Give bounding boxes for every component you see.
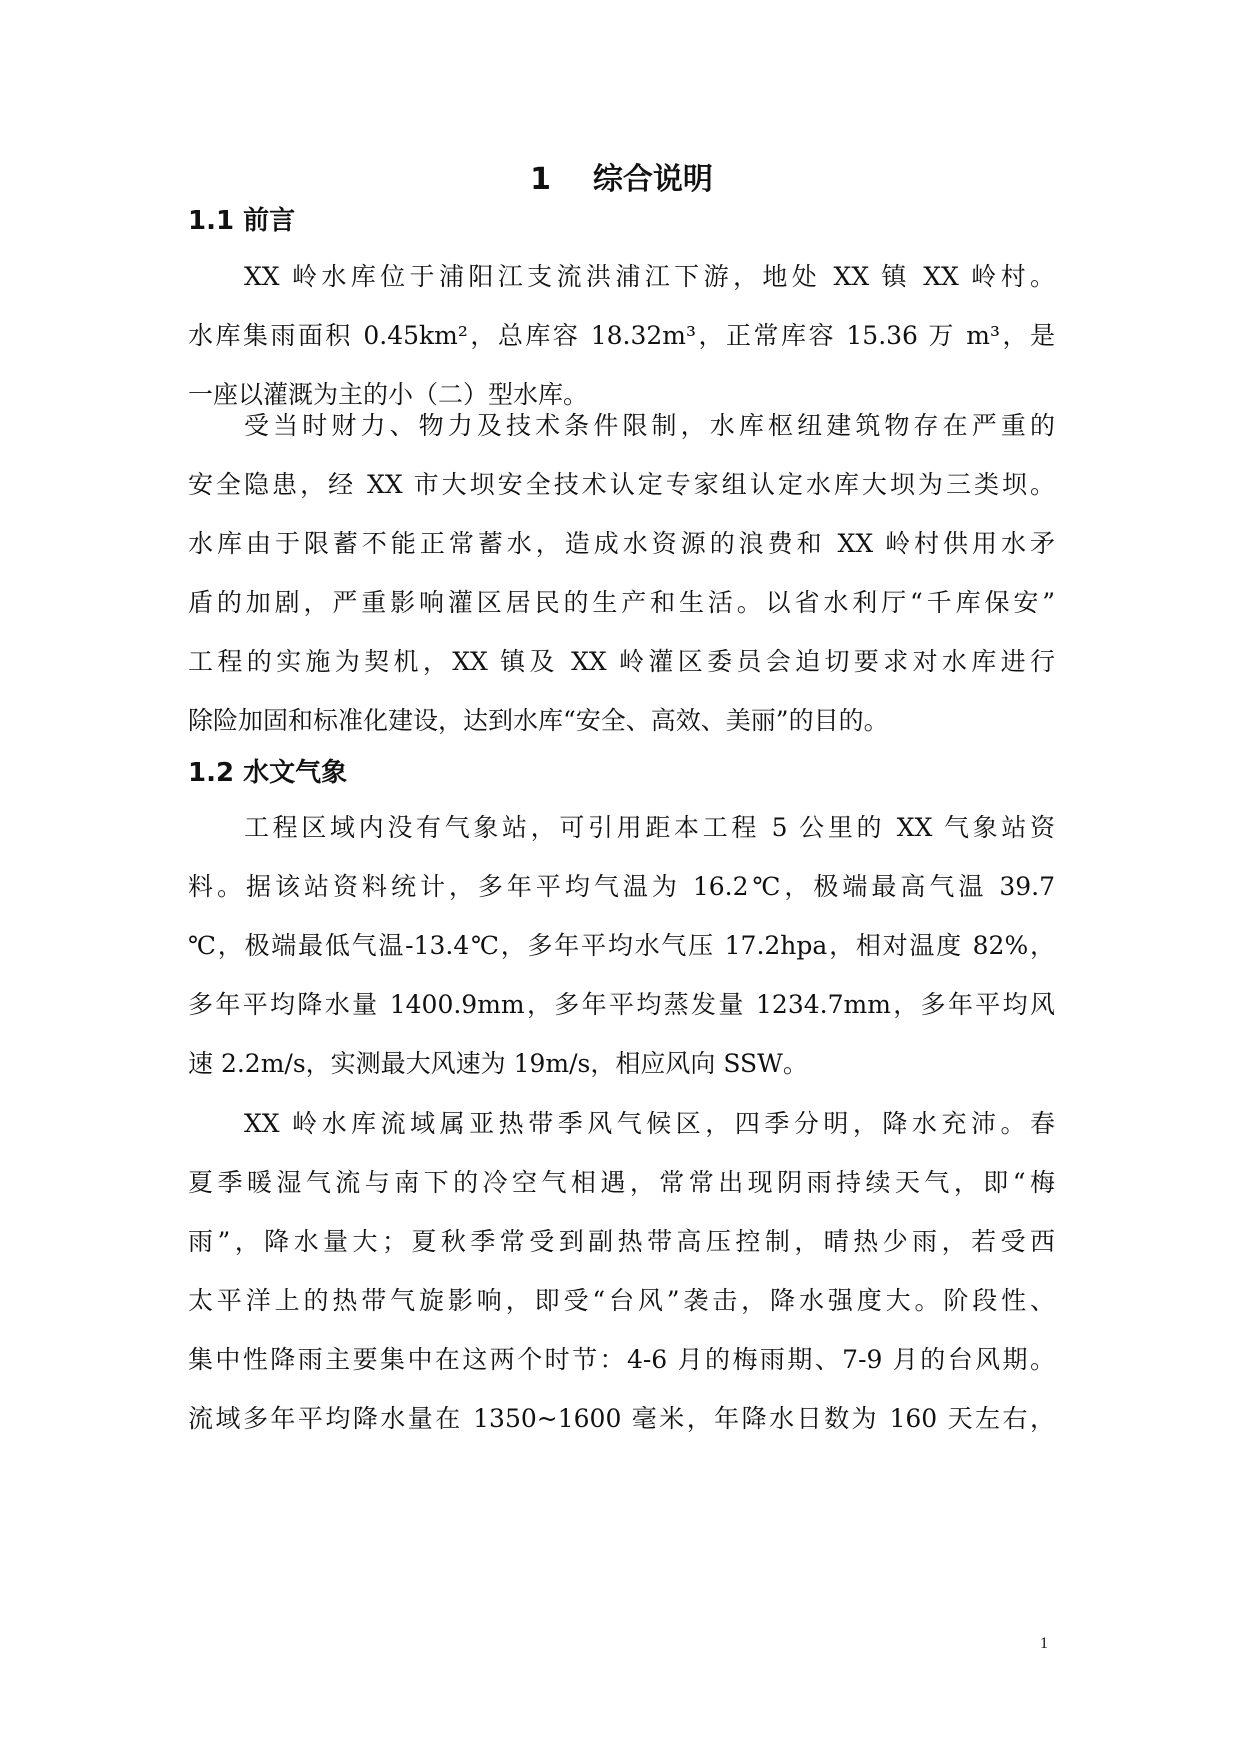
paragraph-line: 一座以灌溉为主的小（二）型水库。 <box>188 380 589 409</box>
document-page <box>188 0 1055 1754</box>
paragraph-line: XX 岭水库位于浦阳江支流洪浦江下游，地处 XX 镇 XX 岭村。 <box>244 262 1055 291</box>
paragraph-line: 受当时财力、物力及技术条件限制，水库枢纽建筑物存在严重的 <box>244 411 1055 440</box>
paragraph-line: 安全隐患，经 XX 市大坝安全技术认定专家组认定水库大坝为三类坝。 <box>188 470 1055 499</box>
page-number: 1 <box>1040 1635 1048 1652</box>
paragraph-line: ℃，极端最低气温-13.4℃，多年平均水气压 17.2hpa，相对温度 82%， <box>188 931 1055 960</box>
paragraph-line: 多年平均降水量 1400.9mm，多年平均蒸发量 1234.7mm，多年平均风 <box>188 990 1055 1019</box>
paragraph-line: 雨”，降水量大；夏秋季常受到副热带高压控制，晴热少雨，若受西 <box>188 1227 1055 1256</box>
paragraph-line: 料。据该站资料统计，多年平均气温为 16.2℃，极端最高气温 39.7 <box>188 872 1055 901</box>
paragraph-1-2-a <box>188 798 1055 1093</box>
section-heading-1-2: 1.2 水文气象 <box>188 758 348 788</box>
section-heading-1-1: 1.1 前言 <box>188 206 296 236</box>
paragraph-line: 盾的加剧，严重影响灌区居民的生产和生活。以省水利厅“千库保安” <box>188 588 1055 617</box>
paragraph-line: 流域多年平均降水量在 1350~1600 毫米，年降水日数为 160 天左右， <box>188 1404 1055 1433</box>
paragraph-line: XX 岭水库流域属亚热带季风气候区，四季分明，降水充沛。春 <box>244 1109 1055 1138</box>
paragraph-line: 水库由于限蓄不能正常蓄水，造成水资源的浪费和 XX 岭村供用水矛 <box>188 529 1055 558</box>
paragraph-line: 太平洋上的热带气旋影响，即受“台风”袭击，降水强度大。阶段性、 <box>188 1286 1055 1315</box>
paragraph-line: 水库集雨面积 0.45km²，总库容 18.32m³，正常库容 15.36 万 m³，是 <box>188 321 1055 350</box>
paragraph-line: 除险加固和标准化建设，达到水库“安全、高效、美丽”的目的。 <box>188 706 889 735</box>
paragraph-line: 工程区域内没有气象站，可引用距本工程 5 公里的 XX 气象站资 <box>244 813 1055 842</box>
chapter-title: 1 综合说明 <box>530 162 713 197</box>
paragraph-line: 集中性降雨主要集中在这两个时节：4-6 月的梅雨期、7-9 月的台风期。 <box>188 1345 1055 1374</box>
paragraph-1-2-b <box>188 1094 1055 1448</box>
paragraph-1-1-b <box>188 396 1055 750</box>
paragraph-line: 速 2.2m/s，实测最大风速为 19m/s，相应风向 SSW。 <box>188 1049 808 1078</box>
paragraph-line: 夏季暖湿气流与南下的冷空气相遇，常常出现阴雨持续天气，即“梅 <box>188 1168 1055 1197</box>
paragraph-line: 工程的实施为契机，XX 镇及 XX 岭灌区委员会迫切要求对水库进行 <box>188 647 1055 676</box>
